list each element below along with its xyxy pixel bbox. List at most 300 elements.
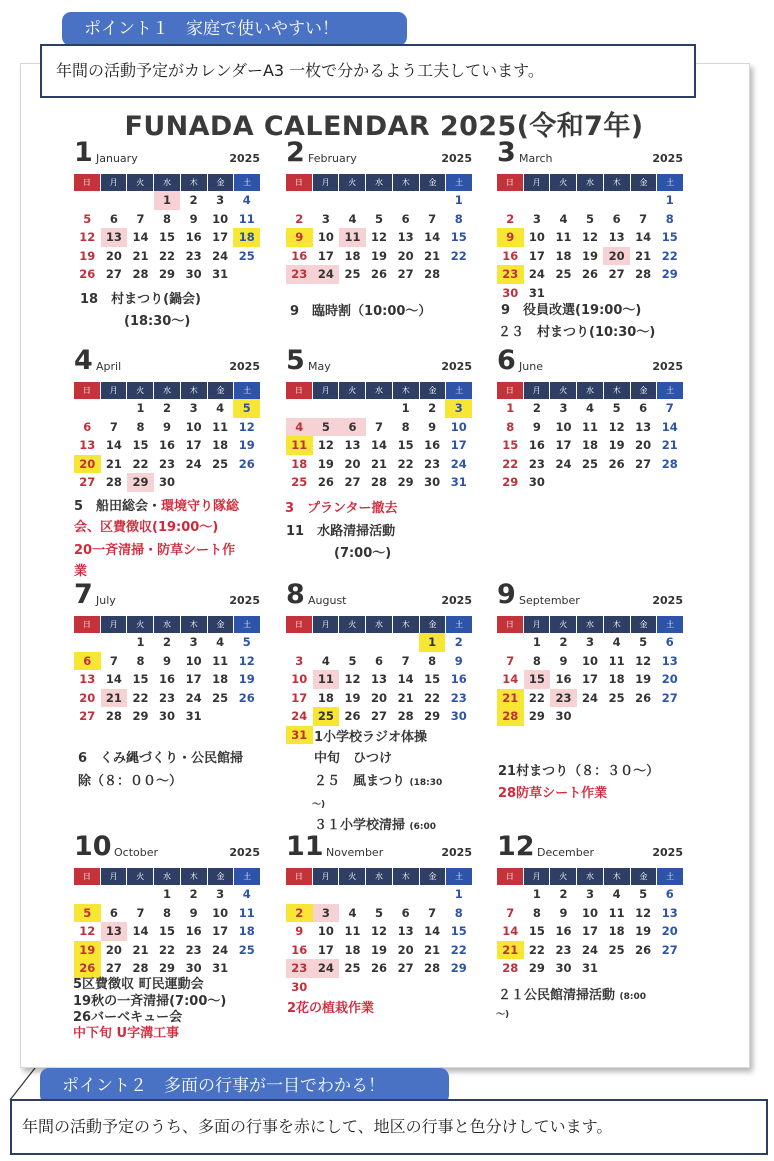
day-cell: 4 <box>242 887 251 901</box>
day-cell: 20 <box>397 248 414 263</box>
day-cell: 21 <box>424 942 441 957</box>
day-cell: 18 <box>212 438 229 452</box>
day-cell: 29 <box>528 709 545 723</box>
day-cell: 26 <box>582 267 599 281</box>
month-name: September <box>519 594 580 607</box>
month-number: 3 <box>497 137 516 168</box>
day-cell: 23 <box>550 689 577 708</box>
weekday-label: 金 <box>420 382 447 399</box>
week-row <box>74 885 260 904</box>
day-cell: 1 <box>532 635 541 649</box>
day-cell: 12 <box>582 230 599 244</box>
week-row <box>497 885 683 904</box>
month-name: January <box>96 152 138 165</box>
month-year: 2025 <box>229 360 260 373</box>
day-cell: 2 <box>532 401 541 415</box>
day-cell: 29 <box>502 475 519 489</box>
weekday-header <box>497 174 683 191</box>
day-cell: 18 <box>608 924 625 938</box>
day-cell: 16 <box>502 248 519 263</box>
month-year: 2025 <box>652 360 683 373</box>
weekday-label: 月 <box>524 616 551 633</box>
weekday-label: 日 <box>497 382 524 399</box>
day-cell: 17 <box>317 248 334 263</box>
day-cell: 21 <box>635 248 652 263</box>
day-cell: 6 <box>375 653 384 668</box>
month-march <box>497 138 683 302</box>
week-row <box>497 904 683 923</box>
event-jan-1: 18 村まつり(鍋会) <box>80 292 201 307</box>
day-cell: 8 <box>163 905 172 920</box>
day-cell: 22 <box>159 248 176 263</box>
day-cell <box>339 978 366 997</box>
day-cell: 17 <box>185 438 202 452</box>
day-cell: 25 <box>582 456 599 471</box>
event-may-1: 3 プランター撤去 <box>285 501 398 516</box>
event-aug-1: 1小学校ラジオ体操 <box>314 730 428 745</box>
day-cell: 6 <box>665 887 674 901</box>
day-cell: 3 <box>189 635 198 649</box>
day-cell: 7 <box>428 905 437 920</box>
weekday-label: 火 <box>127 382 154 399</box>
day-cell <box>313 399 340 418</box>
day-cell: 26 <box>317 475 334 489</box>
day-cell: 31 <box>185 709 202 723</box>
day-cell: 24 <box>450 456 467 471</box>
day-cell: 3 <box>189 401 198 415</box>
weekday-header <box>286 174 472 191</box>
day-cell: 24 <box>313 959 340 978</box>
weekday-label: 水 <box>154 616 181 633</box>
day-cell: 29 <box>661 267 678 281</box>
day-cell <box>286 399 313 418</box>
day-cell <box>366 978 393 997</box>
week-row <box>497 922 683 941</box>
day-cell: 3 <box>295 653 304 668</box>
month-number: 2 <box>286 137 305 168</box>
weekday-label: 土 <box>446 616 472 633</box>
point2-note: 年間の活動予定のうち、多面の行事を赤にして、地区の行事と色分けしています。 <box>10 1099 768 1155</box>
day-cell: 31 <box>582 961 599 975</box>
point2-tab: ポイント２ 多面の行事が一目でわかる！ <box>40 1068 449 1104</box>
day-cell: 19 <box>344 690 361 705</box>
event-oct-2: 19秋の一斉清掃(7:00〜) <box>73 994 227 1009</box>
weekday-label: 土 <box>657 174 683 191</box>
day-cell: 18 <box>608 672 625 686</box>
event-jul-1: 6 くみ縄づくり・公民館掃 <box>78 751 244 766</box>
day-cell: 14 <box>397 672 414 686</box>
day-cell: 30 <box>555 961 572 975</box>
week-row <box>74 436 260 455</box>
day-cell: 4 <box>216 635 225 649</box>
day-cell: 18 <box>317 690 334 705</box>
day-cell: 29 <box>159 961 176 975</box>
weekday-header <box>286 382 472 399</box>
weekday-label: 木 <box>604 174 631 191</box>
event-feb-1: 9 臨時割（10:00〜） <box>290 304 432 319</box>
day-cell: 19 <box>635 924 652 938</box>
day-cell: 23 <box>286 959 313 978</box>
day-cell: 17 <box>555 438 572 452</box>
day-cell: 1 <box>401 401 410 415</box>
week-row <box>497 418 683 437</box>
day-cell: 19 <box>371 942 388 957</box>
day-cell: 5 <box>74 904 101 923</box>
day-cell: 15 <box>159 924 176 938</box>
day-cell <box>603 284 630 303</box>
weekday-label: 月 <box>524 382 551 399</box>
day-cell: 4 <box>586 401 595 415</box>
day-cell: 13 <box>101 228 128 247</box>
day-cell: 19 <box>608 438 625 452</box>
event-sep-1: 21村まつり（８：３０〜） <box>498 764 660 779</box>
day-cell <box>524 191 551 210</box>
day-cell: 21 <box>132 248 149 263</box>
day-cell <box>419 978 446 997</box>
month-year: 2025 <box>441 594 472 607</box>
week-row <box>286 633 472 652</box>
day-cell: 2 <box>454 635 463 649</box>
day-cell <box>74 399 101 418</box>
day-cell <box>74 191 101 210</box>
day-cell: 23 <box>185 942 202 957</box>
week-row <box>497 707 683 726</box>
day-cell: 28 <box>424 267 441 281</box>
day-cell: 13 <box>101 922 128 941</box>
day-cell: 1 <box>454 887 463 901</box>
day-cell: 9 <box>295 924 304 938</box>
day-cell: 11 <box>339 228 366 247</box>
week-row <box>286 904 472 923</box>
day-cell: 19 <box>79 248 96 263</box>
day-cell <box>603 473 630 492</box>
day-cell: 13 <box>79 672 96 686</box>
month-number: 7 <box>74 579 93 610</box>
day-cell: 1 <box>454 193 463 207</box>
day-cell: 17 <box>291 690 308 705</box>
month-header <box>74 832 260 862</box>
day-cell: 7 <box>506 653 515 668</box>
day-cell: 31 <box>212 961 229 975</box>
day-cell: 26 <box>238 690 255 705</box>
day-cell: 15 <box>159 230 176 244</box>
day-cell: 8 <box>665 211 674 226</box>
day-cell: 18 <box>582 438 599 452</box>
event-aug-5: ３１小学校清掃 (6:00 <box>314 818 437 833</box>
day-cell: 28 <box>424 961 441 975</box>
day-cell: 11 <box>212 653 229 668</box>
day-cell: 21 <box>105 456 122 471</box>
month-year: 2025 <box>229 846 260 859</box>
day-cell: 9 <box>454 653 463 668</box>
day-cell: 20 <box>105 248 122 263</box>
week-row <box>286 436 472 455</box>
day-cell: 13 <box>397 230 414 244</box>
day-cell <box>550 191 577 210</box>
day-cell: 7 <box>639 211 648 226</box>
day-cell: 4 <box>286 418 313 437</box>
day-cell: 20 <box>344 456 361 471</box>
day-cell: 25 <box>238 942 255 957</box>
month-header <box>74 346 260 376</box>
week-row <box>74 191 260 210</box>
weekday-label: 金 <box>208 382 235 399</box>
day-cell: 17 <box>212 924 229 938</box>
day-cell <box>577 473 604 492</box>
day-cell: 5 <box>639 887 648 901</box>
day-cell: 8 <box>136 653 145 668</box>
week-row <box>497 959 683 978</box>
day-cell: 22 <box>528 690 545 705</box>
day-cell: 1 <box>665 193 674 207</box>
month-name: June <box>519 360 543 373</box>
day-cell: 4 <box>321 653 330 668</box>
day-cell: 1 <box>163 887 172 901</box>
week-row <box>74 707 260 726</box>
day-cell: 5 <box>639 635 648 649</box>
day-cell <box>233 473 260 492</box>
day-cell: 16 <box>555 924 572 938</box>
weekday-label: 金 <box>420 868 447 885</box>
day-cell: 5 <box>233 399 260 418</box>
day-cell: 11 <box>238 211 255 226</box>
day-cell: 3 <box>586 887 595 901</box>
day-cell: 29 <box>159 267 176 281</box>
month-name: December <box>537 846 595 859</box>
day-cell: 16 <box>528 438 545 452</box>
day-cell <box>74 885 101 904</box>
weekday-label: 月 <box>524 174 551 191</box>
weekday-label: 水 <box>154 382 181 399</box>
event-dec-1: ２１公民館清掃活動 (8:00 <box>498 988 647 1003</box>
day-cell: 22 <box>132 456 149 471</box>
day-cell: 25 <box>344 961 361 975</box>
day-cell <box>366 885 393 904</box>
day-cell: 10 <box>582 905 599 920</box>
day-cell <box>577 284 604 303</box>
month-header <box>74 580 260 610</box>
day-cell: 29 <box>132 709 149 723</box>
day-cell: 30 <box>502 285 519 300</box>
day-cell: 16 <box>159 438 176 452</box>
day-cell: 21 <box>132 942 149 957</box>
weekday-label: 火 <box>550 868 577 885</box>
day-cell <box>313 191 340 210</box>
day-cell <box>497 191 524 210</box>
day-cell: 10 <box>212 905 229 920</box>
day-cell: 26 <box>344 709 361 723</box>
day-cell: 23 <box>424 456 441 471</box>
month-november <box>286 832 472 996</box>
event-apr-2: 会、区費徴収(19:00〜) <box>74 520 219 535</box>
day-cell: 24 <box>212 942 229 957</box>
day-cell: 21 <box>497 689 524 708</box>
weekday-label: 水 <box>577 616 604 633</box>
day-cell: 20 <box>397 942 414 957</box>
weekday-label: 土 <box>234 616 260 633</box>
day-cell: 13 <box>79 438 96 452</box>
day-cell: 2 <box>559 887 568 901</box>
day-cell: 12 <box>238 653 255 668</box>
day-cell <box>497 885 524 904</box>
day-cell <box>656 473 683 492</box>
week-row <box>497 210 683 229</box>
day-cell: 27 <box>79 475 96 489</box>
day-cell: 4 <box>216 401 225 415</box>
day-cell: 10 <box>555 419 572 434</box>
day-cell: 25 <box>313 707 340 726</box>
day-cell: 9 <box>532 419 541 434</box>
month-september <box>497 580 683 726</box>
day-cell <box>656 284 683 303</box>
day-cell: 10 <box>317 924 334 938</box>
day-cell: 15 <box>528 924 545 938</box>
day-cell: 31 <box>450 475 467 489</box>
weekday-label: 土 <box>657 382 683 399</box>
day-cell: 24 <box>185 456 202 471</box>
day-cell: 8 <box>506 419 515 434</box>
week-row <box>286 885 472 904</box>
day-cell: 8 <box>163 211 172 226</box>
week-row <box>74 670 260 689</box>
day-cell: 21 <box>101 689 128 708</box>
day-cell: 22 <box>450 942 467 957</box>
day-cell: 14 <box>132 924 149 938</box>
weekday-label: 月 <box>524 868 551 885</box>
month-number: 12 <box>497 831 535 862</box>
weekday-label: 月 <box>313 868 340 885</box>
weekday-header <box>74 174 260 191</box>
day-cell: 25 <box>291 475 308 489</box>
day-cell: 14 <box>635 230 652 244</box>
day-cell: 15 <box>424 672 441 686</box>
day-cell: 21 <box>424 248 441 263</box>
weekday-label: 金 <box>420 616 447 633</box>
day-cell: 1 <box>506 401 515 415</box>
weekday-label: 火 <box>550 616 577 633</box>
month-number: 5 <box>286 345 305 376</box>
day-cell: 12 <box>371 230 388 244</box>
day-cell: 30 <box>185 961 202 975</box>
day-cell: 11 <box>555 230 572 244</box>
day-cell: 16 <box>185 924 202 938</box>
weekday-label: 火 <box>339 868 366 885</box>
day-cell: 12 <box>79 230 96 244</box>
day-cell: 23 <box>497 265 524 284</box>
weekday-header <box>74 868 260 885</box>
month-number: 6 <box>497 345 516 376</box>
week-row <box>286 978 472 997</box>
week-row <box>286 689 472 708</box>
week-row <box>74 689 260 708</box>
day-cell: 10 <box>450 419 467 434</box>
weekday-label: 水 <box>366 868 393 885</box>
day-cell: 31 <box>286 726 313 745</box>
day-cell: 9 <box>163 653 172 668</box>
week-row <box>74 959 260 978</box>
month-header <box>286 346 472 376</box>
day-cell: 15 <box>524 670 551 689</box>
weekday-label: 日 <box>286 174 313 191</box>
day-cell: 11 <box>344 924 361 938</box>
day-cell <box>101 191 128 210</box>
day-cell: 16 <box>555 672 572 686</box>
month-year: 2025 <box>652 846 683 859</box>
day-cell: 27 <box>371 709 388 723</box>
day-cell: 19 <box>371 248 388 263</box>
day-cell: 9 <box>163 419 172 434</box>
day-cell <box>207 707 234 726</box>
day-cell: 3 <box>216 887 225 901</box>
day-cell <box>286 885 313 904</box>
day-cell: 2 <box>189 193 198 207</box>
month-october <box>74 832 260 978</box>
event-jan-2: (18:30〜) <box>124 314 191 329</box>
day-cell <box>497 633 524 652</box>
day-cell: 8 <box>532 905 541 920</box>
day-cell <box>127 885 154 904</box>
weekday-label: 土 <box>446 174 472 191</box>
month-year: 2025 <box>229 594 260 607</box>
day-cell: 5 <box>348 653 357 668</box>
week-row <box>286 228 472 247</box>
day-cell: 17 <box>582 924 599 938</box>
day-cell: 22 <box>661 248 678 263</box>
weekday-label: 木 <box>393 616 420 633</box>
day-cell: 24 <box>582 690 599 705</box>
day-cell <box>339 633 366 652</box>
day-cell: 28 <box>502 961 519 975</box>
day-cell: 19 <box>238 672 255 686</box>
day-cell: 4 <box>612 887 621 901</box>
week-row <box>286 473 472 492</box>
month-july <box>74 580 260 726</box>
month-june <box>497 346 683 492</box>
month-year: 2025 <box>441 360 472 373</box>
week-row <box>74 922 260 941</box>
week-row <box>286 670 472 689</box>
point1-tab: ポイント１ 家庭で使いやすい！ <box>62 12 407 46</box>
day-cell: 2 <box>295 211 304 226</box>
day-cell: 19 <box>582 248 599 263</box>
day-cell: 5 <box>313 418 340 437</box>
month-year: 2025 <box>441 846 472 859</box>
day-cell: 10 <box>185 653 202 668</box>
weekday-label: 木 <box>604 868 631 885</box>
day-cell: 13 <box>371 672 388 686</box>
day-cell: 8 <box>136 419 145 434</box>
day-cell: 7 <box>109 653 118 668</box>
weekday-label: 木 <box>393 174 420 191</box>
month-header <box>497 138 683 168</box>
week-row <box>497 191 683 210</box>
weekday-label: 日 <box>497 174 524 191</box>
day-cell: 8 <box>454 905 463 920</box>
event-apr-1: 5 船田総会・環境守り隊総 <box>74 499 240 514</box>
week-row <box>74 418 260 437</box>
event-oct-1: 5区費徴収 町民運動会 <box>73 977 204 992</box>
week-row <box>497 473 683 492</box>
weekday-label: 水 <box>577 382 604 399</box>
week-row <box>497 265 683 284</box>
day-cell: 21 <box>371 456 388 471</box>
day-cell: 1 <box>154 191 181 210</box>
month-name: February <box>308 152 357 165</box>
month-name: November <box>326 846 384 859</box>
day-cell: 2 <box>163 635 172 649</box>
day-cell <box>366 399 393 418</box>
weekday-label: 土 <box>446 382 472 399</box>
